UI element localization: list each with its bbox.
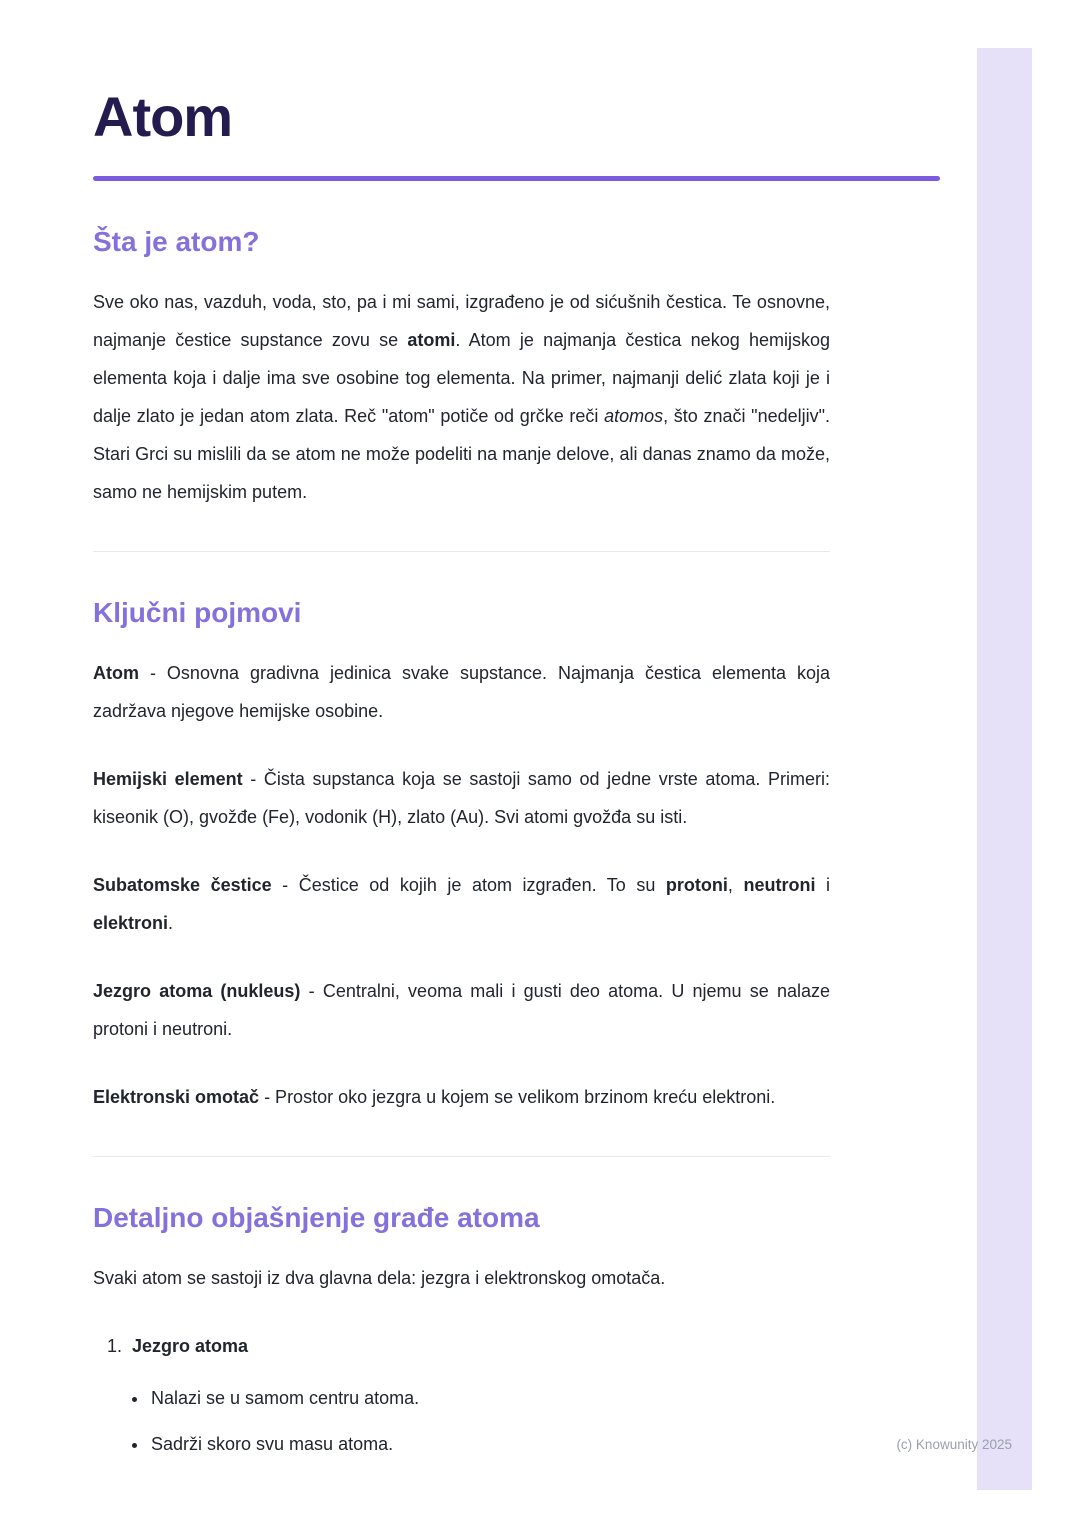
definition-paragraph-electron-shell — [93, 1078, 830, 1116]
structure-intro-paragraph — [93, 1259, 830, 1297]
section-atom-structure — [93, 1201, 830, 1463]
term-label: Jezgro atoma (nukleus) — [93, 981, 301, 1001]
text-segment: , što znači "nedeljiv". Stari Grci su mislili da se atom ne može podeliti na manje delove, ali danas znamo da može, samo ne hemijskim putem. — [93, 406, 830, 502]
scrollbar-track[interactable] — [977, 48, 1032, 1490]
term-label: Elektronski omotač — [93, 1087, 260, 1107]
definition-paragraph-chemical-element — [93, 760, 830, 836]
bullet-list — [93, 1379, 830, 1463]
item-number: 1. — [107, 1336, 123, 1356]
text-segment-bold: neutroni — [743, 875, 816, 895]
term-label: Subatomske čestice — [93, 875, 272, 895]
bullet-item: • Sadrži skoro svu masu atoma. — [149, 1425, 830, 1463]
section-heading-what-is-atom: Šta je atom? — [93, 226, 260, 257]
bullet-item: • Nalazi se u samom centru atoma. — [149, 1379, 830, 1417]
text-segment: . — [168, 913, 174, 933]
term-label: Atom — [93, 663, 139, 683]
numbered-item-nucleus — [107, 1327, 830, 1365]
section-heading-key-terms: Ključni pojmovi — [93, 597, 302, 628]
text-segment: , — [727, 875, 744, 895]
text-segment: - Osnovna gradivna jedinica svake supstance. Najmanja čestica elementa koja zadržava njegove hemijske osobine. — [93, 663, 830, 721]
definition-paragraph-nucleus — [93, 972, 830, 1048]
definition-paragraph-subatomic-particles — [93, 866, 830, 942]
text-segment-bold: atomi — [407, 330, 456, 350]
text-segment-bold: elektroni — [93, 913, 169, 933]
text-segment-bold: protoni — [665, 875, 728, 895]
intro-paragraph — [93, 283, 830, 511]
text-segment: Svaki atom se sastoji iz dva glavna dela: jezgra i elektronskog omotača. — [93, 1268, 666, 1288]
text-segment-italic: atomos — [604, 406, 664, 426]
text-segment: Sve oko nas, vazduh, voda, sto, pa i mi sami, izgrađeno je od sićušnih čestica. Te osnovne, najmanje čestice supstance zovu se — [93, 292, 830, 350]
section-key-terms — [93, 596, 830, 1116]
footer-credit: (c) Knowunity 2025 — [896, 1437, 1012, 1452]
title-underline-rule — [93, 176, 940, 181]
text-segment: - Centralni, veoma mali i gusti deo atoma. U njemu se nalaze protoni i neutroni. — [93, 981, 830, 1039]
section-divider — [93, 1156, 830, 1157]
section-what-is-atom — [93, 225, 830, 511]
text-segment: . Atom je najmanja čestica nekog hemijskog elementa koja i dalje ima sve osobine tog elementa. Na primer, najmanji delić zlata koji je i dalje zlato je jedan atom zlata. Reč "atom" potiče od grčke reči — [93, 330, 830, 426]
section-divider — [93, 551, 830, 552]
term-label: Hemijski element — [93, 769, 243, 789]
page-title: Atom — [93, 85, 233, 148]
definition-paragraph-atom — [93, 654, 830, 730]
text-segment: - Prostor oko jezgra u kojem se velikom brzinom kreću elektroni. — [259, 1087, 776, 1107]
text-segment: - Čestice od kojih je atom izgrađen. To su — [271, 875, 666, 895]
document-content — [93, 0, 830, 1471]
item-label: Jezgro atoma — [132, 1336, 249, 1356]
text-segment: - Čista supstanca koja se sastoji samo od jedne vrste atoma. Primeri: kiseonik (O), gvožđe (Fe), vodonik (H), zlato (Au). Svi atomi gvožđa su isti. — [93, 769, 831, 827]
text-segment: i — [815, 875, 830, 895]
section-heading-atom-structure: Detaljno objašnjenje građe atoma — [93, 1202, 540, 1233]
